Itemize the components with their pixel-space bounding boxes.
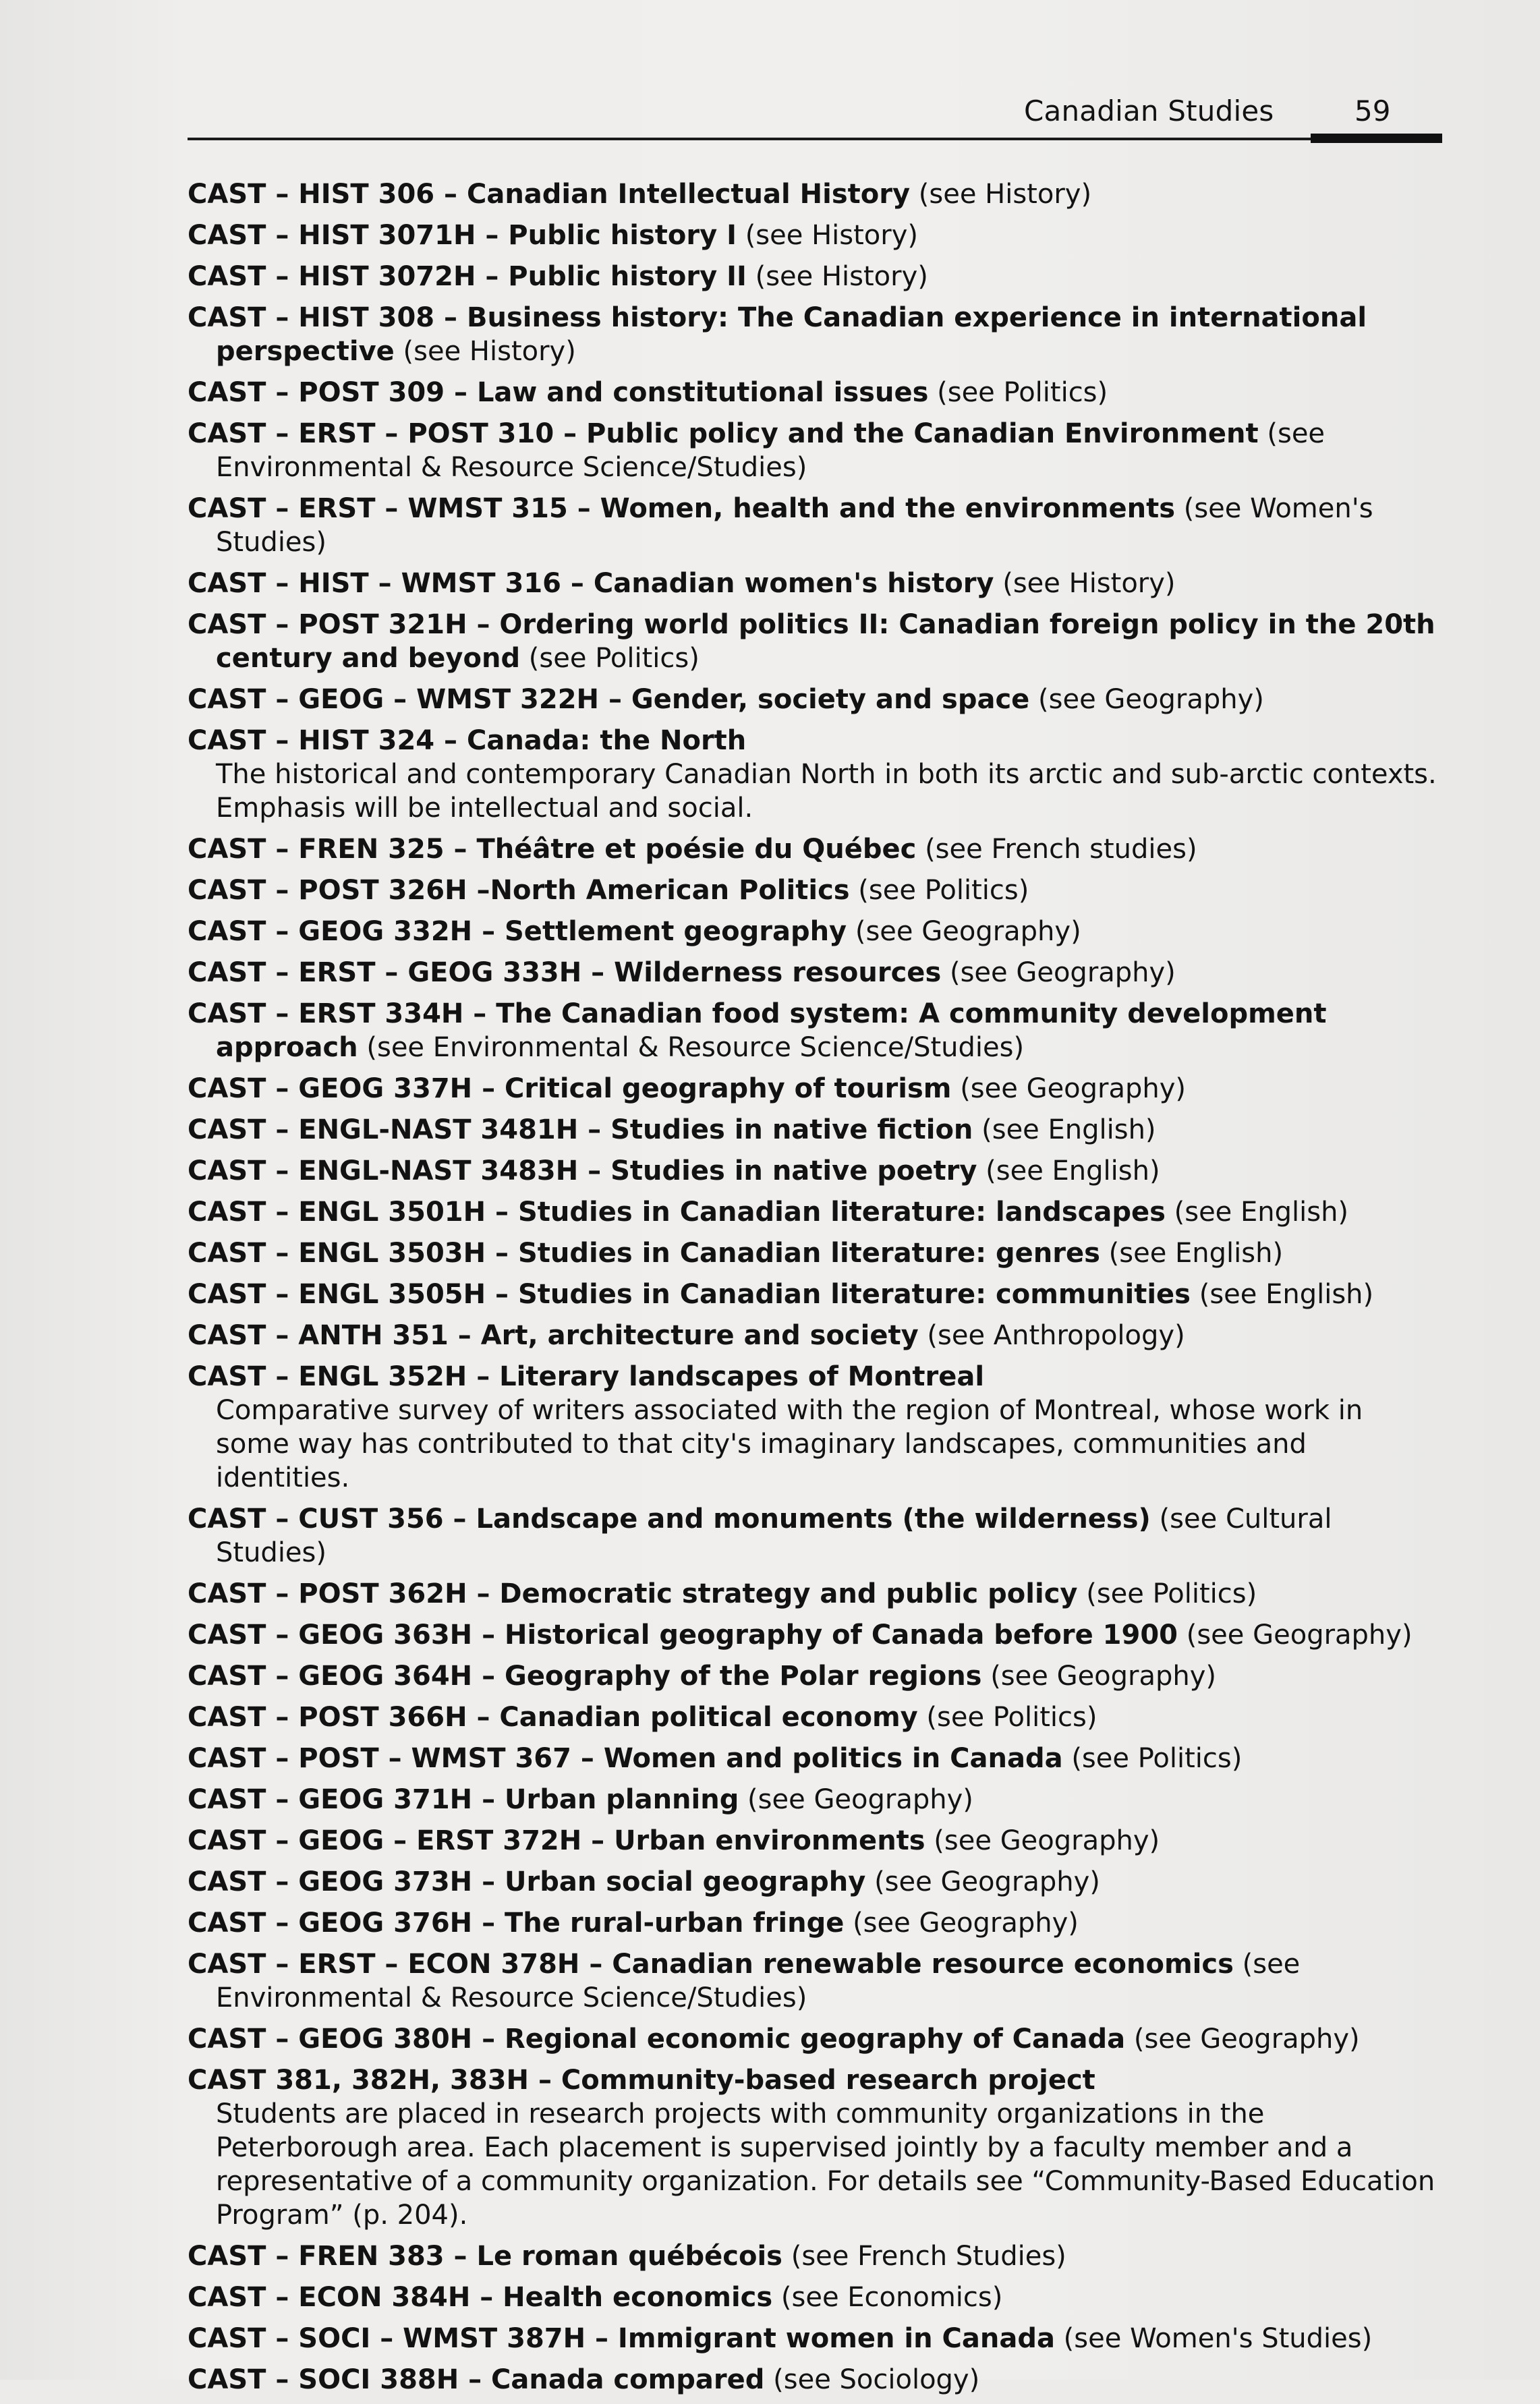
course-entry: [188, 2281, 1441, 2314]
course-entry: [188, 2363, 1441, 2397]
course-entry: [188, 417, 1441, 484]
course-reference: (see History): [736, 220, 918, 251]
course-reference: (see Women's Studies): [1054, 2323, 1373, 2354]
course-reference: (see Politics): [1062, 1743, 1243, 1774]
course-reference: (see Geography): [941, 957, 1176, 988]
header-rule: [188, 138, 1442, 140]
course-title: CAST – GEOG 337H – Critical geography of tourism: [188, 1073, 952, 1104]
course-reference: (see Geography): [865, 1866, 1100, 1897]
course-entry: [188, 1195, 1441, 1229]
course-title: CAST – ANTH 351 – Art, architecture and society: [188, 1320, 919, 1351]
course-entry: [188, 219, 1441, 252]
course-title: CAST – GEOG 371H – Urban planning: [188, 1784, 739, 1815]
course-entry: [188, 1577, 1441, 1611]
course-title: CAST – GEOG 373H – Urban social geography: [188, 1866, 866, 1897]
course-title: CAST – ERST – WMST 315 – Women, health and the environments: [188, 493, 1176, 524]
course-reference: (see English): [1165, 1197, 1349, 1228]
course-reference: (see Environmental & Resource Science/Studies): [358, 1032, 1025, 1063]
course-reference: (see English): [1191, 1279, 1374, 1310]
course-title: CAST – ENGL 3505H – Studies in Canadian literature: communities: [188, 1279, 1191, 1310]
course-reference: (see Environmental & Resource Science/Studies): [216, 418, 1325, 483]
course-reference: (see Geography): [1125, 2024, 1360, 2055]
course-title: CAST – HIST 324 – Canada: the North: [188, 725, 747, 756]
course-reference: (see Politics): [849, 875, 1029, 906]
course-entry: [188, 1906, 1441, 1940]
course-reference: (see Women's Studies): [216, 493, 1373, 558]
course-entry: [188, 1502, 1441, 1570]
course-title: CAST – ENGL-NAST 3483H – Studies in native poetry: [188, 1155, 977, 1186]
course-reference: (see Geography): [951, 1073, 1187, 1104]
course-reference: (see English): [977, 1155, 1160, 1186]
course-title: CAST – POST 362H – Democratic strategy and public policy: [188, 1578, 1078, 1609]
course-title: CAST – GEOG – WMST 322H – Gender, society and space: [188, 684, 1030, 715]
course-title: CAST – SOCI – WMST 387H – Immigrant women in Canada: [188, 2323, 1055, 2354]
course-reference: (see Economics): [772, 2282, 1003, 2313]
course-entry: [188, 260, 1441, 293]
course-entry: [188, 1783, 1441, 1816]
course-entry: [188, 2063, 1441, 2232]
course-title: CAST – SOCI 388H – Canada compared: [188, 2364, 765, 2395]
course-title: CAST – POST 326H –North American Politics: [188, 875, 850, 906]
course-reference: (see Sociology): [764, 2364, 980, 2395]
course-entry: [188, 1618, 1441, 1652]
course-title: CAST – GEOG 376H – The rural-urban fringe: [188, 1908, 845, 1939]
course-entry: [188, 956, 1441, 990]
page-header: [188, 88, 1442, 148]
course-reference: (see Geography): [1178, 1620, 1413, 1651]
course-reference: (see Geography): [847, 916, 1081, 947]
course-entry: [188, 1742, 1441, 1775]
course-entry: [188, 1236, 1441, 1270]
course-entry: [188, 2322, 1441, 2355]
course-title: CAST – GEOG 380H – Regional economic geography of Canada: [188, 2024, 1126, 2055]
course-title: CAST – POST 309 – Law and constitutional issues: [188, 377, 929, 408]
course-entry: [188, 1824, 1441, 1858]
course-title: CAST – ENGL 3503H – Studies in Canadian literature: genres: [188, 1238, 1100, 1269]
course-entry: [188, 1659, 1441, 1693]
course-reference: (see French studies): [916, 834, 1197, 865]
course-reference: (see Geography): [1029, 684, 1264, 715]
course-title: CAST – ECON 384H – Health economics: [188, 2282, 773, 2313]
course-list: [188, 177, 1441, 2404]
course-reference: (see English): [973, 1114, 1156, 1145]
course-entry: [188, 177, 1441, 211]
course-entry: [188, 997, 1441, 1064]
course-entry: [188, 874, 1441, 907]
course-title: CAST 381, 382H, 383H – Community-based research project: [188, 2065, 1095, 2096]
course-title: CAST – POST – WMST 367 – Women and politics in Canada: [188, 1743, 1063, 1774]
page-number: 59: [1354, 94, 1391, 127]
course-title: CAST – HIST 3071H – Public history I: [188, 220, 737, 251]
course-entry: [188, 1278, 1441, 1311]
course-reference: (see Politics): [520, 643, 700, 674]
course-title: CAST – HIST – WMST 316 – Canadian women's history: [188, 568, 994, 599]
course-entry: [188, 915, 1441, 948]
course-entry: [188, 1865, 1441, 1899]
course-entry: [188, 2239, 1441, 2273]
course-title: CAST – FREN 325 – Théâtre et poésie du Québec: [188, 834, 917, 865]
course-entry: [188, 1360, 1441, 1495]
course-description: Students are placed in research projects with community organizations in the Peterborough area. Each placement is supervised jointly by a faculty member and a representative of a community organization. For details see “Community-Based Education Program” (p. 204).: [216, 2098, 1435, 2231]
course-entry: [188, 608, 1441, 675]
course-title: CAST – ERST 334H – The Canadian food system: A community development approach: [188, 998, 1327, 1063]
course-entry: [188, 1113, 1441, 1147]
course-title: CAST – ERST – POST 310 – Public policy and the Canadian Environment: [188, 418, 1259, 449]
course-title: CAST – HIST 306 – Canadian Intellectual History: [188, 179, 911, 210]
course-reference: (see Cultural Studies): [216, 1504, 1332, 1568]
course-reference: (see Politics): [917, 1702, 1097, 1733]
course-entry: [188, 301, 1441, 368]
course-reference: (see Geography): [844, 1908, 1079, 1939]
course-title: CAST – POST 321H – Ordering world politics II: Canadian foreign policy in the 20th century and beyond: [188, 609, 1435, 674]
course-entry: [188, 724, 1441, 825]
course-title: CAST – HIST 308 – Business history: The Canadian experience in international perspective: [188, 302, 1367, 367]
course-entry: [188, 1319, 1441, 1352]
course-entry: [188, 1072, 1441, 1106]
course-entry: [188, 376, 1441, 409]
course-reference: (see French Studies): [782, 2241, 1066, 2272]
course-reference: (see History): [746, 261, 928, 292]
course-title: CAST – FREN 383 – Le roman québécois: [188, 2241, 782, 2272]
course-reference: (see Anthropology): [918, 1320, 1185, 1351]
course-title: CAST – GEOG – ERST 372H – Urban environments: [188, 1825, 925, 1856]
course-title: CAST – ENGL 3501H – Studies in Canadian literature: landscapes: [188, 1197, 1166, 1228]
course-entry: [188, 1700, 1441, 1734]
course-title: CAST – GEOG 364H – Geography of the Polar regions: [188, 1661, 982, 1692]
course-entry: [188, 2022, 1441, 2056]
course-entry: [188, 567, 1441, 600]
course-reference: (see Geography): [925, 1825, 1160, 1856]
course-title: CAST – GEOG 332H – Settlement geography: [188, 916, 847, 947]
course-title: CAST – HIST 3072H – Public history II: [188, 261, 747, 292]
course-reference: (see Politics): [928, 377, 1108, 408]
course-reference: (see English): [1100, 1238, 1284, 1269]
course-entry: [188, 1154, 1441, 1188]
course-description: Comparative survey of writers associated with the region of Montreal, whose work in some way has contributed to that city's imaginary landscapes, communities and identities.: [216, 1395, 1363, 1493]
course-title: CAST – GEOG 363H – Historical geography of Canada before 1900: [188, 1620, 1178, 1651]
course-reference: (see Geography): [981, 1661, 1217, 1692]
course-entry: [188, 492, 1441, 559]
course-title: CAST – ENGL 352H – Literary landscapes of Montreal: [188, 1361, 985, 1392]
course-reference: (see Environmental & Resource Science/Studies): [216, 1949, 1301, 2013]
course-title: CAST – ENGL-NAST 3481H – Studies in native fiction: [188, 1114, 973, 1145]
course-reference: (see Geography): [739, 1784, 973, 1815]
course-reference: (see Politics): [1077, 1578, 1257, 1609]
course-entry: [188, 832, 1441, 866]
course-title: CAST – POST 366H – Canadian political economy: [188, 1702, 918, 1733]
course-title: CAST – ERST – ECON 378H – Canadian renewable resource economics: [188, 1949, 1234, 1980]
course-title: CAST – ERST – GEOG 333H – Wilderness resources: [188, 957, 942, 988]
course-entry: [188, 683, 1441, 716]
running-head: Canadian Studies: [1024, 94, 1274, 127]
course-entry: [188, 1947, 1441, 2015]
course-title: CAST – CUST 356 – Landscape and monuments (the wilderness): [188, 1504, 1151, 1535]
course-reference: (see History): [910, 179, 1092, 210]
header-rule-accent: [1311, 134, 1442, 143]
course-reference: (see History): [994, 568, 1176, 599]
course-description: The historical and contemporary Canadian North in both its arctic and sub-arctic contexts. Emphasis will be intellectual and social.: [216, 759, 1437, 824]
course-reference: (see History): [394, 336, 576, 367]
